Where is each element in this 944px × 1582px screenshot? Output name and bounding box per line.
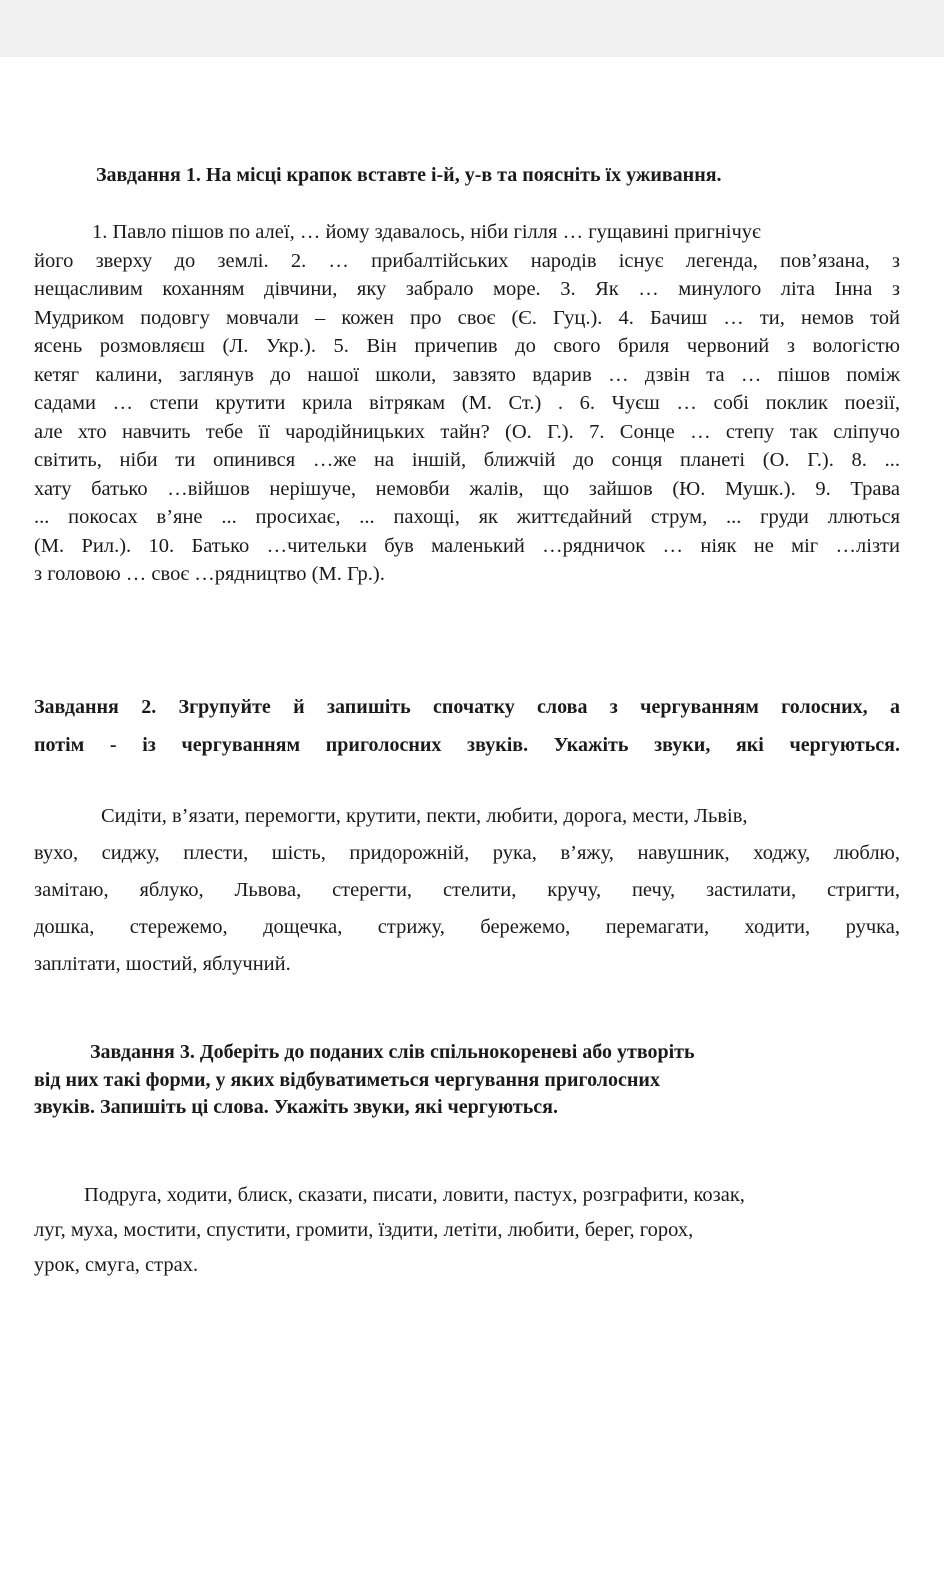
task2-text bbox=[34, 798, 900, 983]
task3-line: Подруга, ходити, блиск, сказати, писати, ловити, пастух, розграфити, козак, bbox=[84, 1184, 745, 1206]
task3-text bbox=[34, 1178, 900, 1283]
task2-heading-line: потім - із чергуванням приголосних звуків. Укажіть звуки, які чергуються. bbox=[34, 734, 900, 756]
task2-line: дошка, стережемо, дощечка, стрижу, бережемо, перемагати, ходити, ручка, bbox=[34, 916, 900, 938]
task2-heading-line: Завдання 2. Згрупуйте й запишіть спочатку слова з чергуванням голосних, а bbox=[34, 696, 900, 718]
task2-heading bbox=[34, 688, 900, 764]
top-bar bbox=[0, 0, 944, 57]
task1-line: садами … степи крутити крила вітрякам (М. Ст.) . 6. Чуєш … собі поклик поезії, bbox=[34, 392, 900, 414]
task1-line: 1. Павло пішов по алеї, … йому здавалось, ніби гілля … гущавині пригнічує bbox=[92, 221, 761, 243]
task1-line: ясень розмовляєш (Л. Укр.). 5. Він причепив до свого бриля червоний з вологістю bbox=[34, 335, 900, 357]
task1-line: (М. Рил.). 10. Батько …чительки був маленький …рядничок … ніяк не міг …лізти bbox=[34, 534, 900, 557]
task1-line: кетяг калини, заглянув до нашої школи, завзято вдарив … дзвін та … пішов поміж bbox=[34, 363, 900, 386]
task1-line: хату батько …війшов нерішуче, немовби жалів, що зайшов (Ю. Мушк.). 9. Трава bbox=[34, 477, 900, 500]
task1-line: світить, ніби ти опинився …же на іншій, ближчій до сонця планеті (О. Г.). 8. ... bbox=[34, 449, 900, 471]
task2-line: заплітати, шостий, яблучний. bbox=[34, 953, 291, 975]
task1-line: з головою … своє …рядництво (М. Гр.). bbox=[34, 563, 385, 585]
task3-heading-line: звуків. Запишіть ці слова. Укажіть звуки, які чергуються. bbox=[34, 1096, 558, 1118]
task2-line: замітаю, яблуко, Львова, стерегти, стелити, кручу, печу, застилати, стригти, bbox=[34, 879, 900, 901]
task1-line: але хто навчить тебе її чародійницьких тайн? (О. Г.). 7. Сонце … степу так сліпучо bbox=[34, 420, 900, 443]
task1-line: Мудриком подовгу мовчали – кожен про своє (Є. Гуц.). 4. Бачиш … ти, немов той bbox=[34, 306, 900, 329]
task1-line: нещасливим коханням дівчини, яку забрало море. 3. Як … минулого літа Інна з bbox=[34, 278, 900, 300]
task1-line: ... покосах в’яне ... просихає, ... пахощі, як життєдайний струм, ... груди ллються bbox=[34, 506, 900, 528]
task1-line: його зверху до землі. 2. … прибалтійських народів існує легенда, пов’язана, з bbox=[34, 249, 900, 272]
task1-heading bbox=[96, 161, 896, 189]
task3-line: урок, смуга, страх. bbox=[34, 1254, 199, 1276]
task2-line: Сидіти, в’язати, перемогти, крутити, пекти, любити, дорога, мести, Львів, bbox=[101, 805, 748, 827]
task3-heading-line: від них такі форми, у яких відбуватиметься чергування приголосних bbox=[34, 1068, 660, 1091]
task2-line: вухо, сиджу, плести, шість, придорожній, рука, в’яжу, навушник, ходжу, люблю, bbox=[34, 842, 900, 864]
task1-text bbox=[34, 218, 900, 589]
task1-heading-text: Завдання 1. На місці крапок вставте і-й, у-в та поясніть їх уживання. bbox=[96, 164, 722, 186]
task3-heading bbox=[34, 1039, 900, 1122]
task3-line: луг, муха, мостити, спустити, громити, їздити, летіти, любити, берег, горох, bbox=[34, 1219, 694, 1241]
task3-heading-line: Завдання 3. Доберіть до поданих слів спільнокореневі або утворіть bbox=[90, 1041, 695, 1063]
